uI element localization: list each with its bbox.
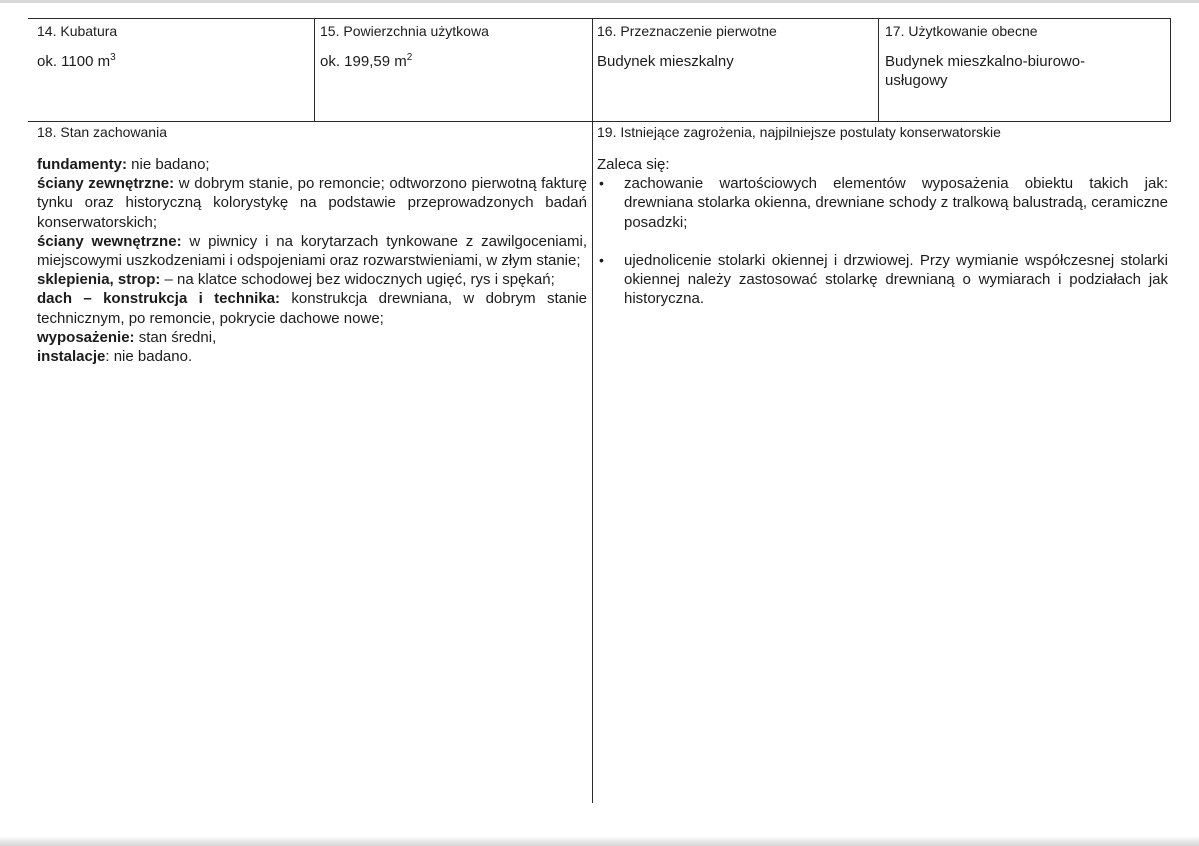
- recommendation-item: [597, 251, 1168, 309]
- cell-kubatura: [37, 23, 309, 71]
- kubatura-label: 14. Kubatura: [37, 23, 118, 39]
- stan-item-term: instalacje: [37, 348, 106, 366]
- bullet-icon: •: [599, 175, 604, 192]
- powierzchnia-label: 15. Powierzchnia użytkowa: [320, 23, 489, 39]
- stan-item-text: stan średni,: [134, 328, 217, 346]
- page-top-edge: [0, 0, 1199, 3]
- stan-item-term: sklepienia, strop:: [37, 271, 161, 289]
- stan-item: [37, 155, 587, 174]
- cell-powierzchnia: [320, 23, 586, 71]
- stan-item: [37, 347, 587, 366]
- powierzchnia-value: [320, 52, 586, 71]
- zagrozenia-label: 19. Istniejące zagrożenia, najpilniejsze postulaty konserwatorskie: [597, 124, 1001, 140]
- uzytkowanie-value: Budynek mieszkalno-biurowo-usługowy: [885, 53, 1086, 89]
- stan-item-term: fundamenty:: [37, 156, 127, 173]
- stan-item: [37, 270, 587, 289]
- row-divider: [28, 121, 1171, 122]
- kubatura-value-text: ok. 1100 m: [37, 53, 111, 70]
- cell-zagrozenia: [597, 124, 1168, 308]
- recommendation-text: ujednolicenie stolarki okiennej i drzwiowej. Przy wymianie współczesnej stolarki okiennej należy zastosować stolarkę drewnianą o wymiarach i podziałach jak historyczna.: [624, 251, 1168, 308]
- stan-item-term: ściany zewnętrzne:: [37, 175, 175, 193]
- stan-item-term: dach – konstrukcja i technika:: [37, 290, 281, 308]
- column-divider-1: [314, 18, 315, 122]
- recommendation-list: [597, 174, 1168, 308]
- table-top-border: [28, 18, 1171, 19]
- page-bottom-edge: [0, 836, 1199, 846]
- stan-label: 18. Stan zachowania: [37, 124, 167, 140]
- przeznaczenie-value: Budynek mieszkalny: [597, 53, 734, 70]
- stan-item: [37, 289, 587, 327]
- column-divider-2: [592, 18, 593, 803]
- stan-content: [37, 155, 587, 366]
- powierzchnia-unit-exponent: 2: [406, 52, 413, 63]
- przeznaczenie-label: 16. Przeznaczenie pierwotne: [597, 23, 777, 39]
- stan-item: [37, 328, 587, 347]
- stan-item-text: w dobrym stanie, po remoncie; odtworzono pierwotną fakturę tynku oraz historyczną kolorystykę na podstawie przeprowadzonych badań konserwatorskich;: [37, 175, 588, 231]
- stan-item-text: nie badano;: [127, 156, 210, 173]
- stan-item: [37, 174, 587, 232]
- cell-przeznaczenie: [597, 23, 873, 71]
- zagrozenia-intro: Zaleca się:: [597, 156, 670, 173]
- stan-item-term: wyposażenie:: [37, 328, 135, 346]
- stan-item-text: w piwnicy i na korytarzach tynkowane z zawilgoceniami, miejscowymi uszkodzeniami i odspojeniami oraz rozwarstwieniami, w złym stanie;: [37, 232, 587, 270]
- kubatura-value: [37, 52, 309, 71]
- recommendation-item: [597, 174, 1168, 232]
- uzytkowanie-label: 17. Użytkowanie obecne: [885, 23, 1038, 39]
- stan-item: [37, 232, 587, 270]
- bullet-icon: •: [599, 251, 604, 268]
- stan-item-text: – na klatce schodowej bez widocznych ugięć, rys i spękań;: [160, 271, 555, 289]
- stan-item-term: ściany wewnętrzne:: [37, 232, 182, 250]
- column-divider-3: [878, 18, 879, 122]
- kubatura-unit-exponent: 3: [110, 52, 116, 63]
- stan-item-text: : nie badano.: [105, 348, 193, 366]
- cell-uzytkowanie: [885, 23, 1157, 90]
- cell-stan-zachowania: [37, 124, 587, 366]
- stan-item-text: konstrukcja drewniana, w dobrym stanie technicznym, po remoncie, pokrycie dachowe nowe;: [37, 290, 587, 327]
- table-right-border: [1170, 18, 1171, 122]
- recommendation-text: zachowanie wartościowych elementów wyposażenia obiektu takich jak: drewniana stolarka okienna, drewniane schody z tralkową balustradą, ceramiczne posadzki;: [624, 175, 1168, 231]
- powierzchnia-value-text: ok. 199,59 m: [320, 53, 407, 70]
